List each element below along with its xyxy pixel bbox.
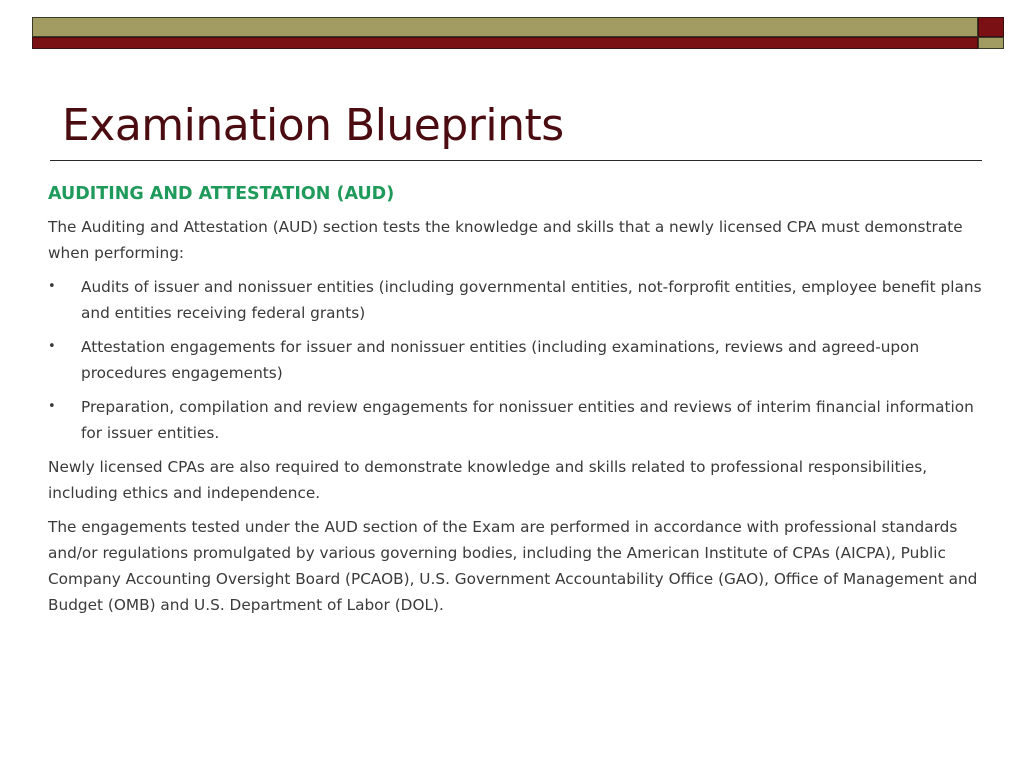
list-item: [48, 334, 988, 386]
intro-paragraph: The Auditing and Attestation (AUD) section tests the knowledge and skills that a newly licensed CPA must demonstrate when performing:: [48, 218, 963, 262]
list-item: [48, 394, 988, 446]
list-item-text: Attestation engagements for issuer and nonissuer entities (including examinations, reviews and agreed-upon procedures engagements): [81, 338, 920, 382]
ethics-paragraph: Newly licensed CPAs are also required to demonstrate knowledge and skills related to professional responsibilities, including ethics and independence.: [48, 458, 928, 502]
bullet-list: [48, 274, 988, 446]
header-band-maroon: [32, 37, 978, 49]
slide-content: [48, 180, 988, 626]
bullet-icon: •: [48, 399, 56, 414]
list-item-text: Preparation, compilation and review engagements for nonissuer entities and reviews of interim financial information for issuer entities.: [81, 398, 974, 442]
header-band-olive: [32, 17, 978, 37]
title-divider: [50, 160, 982, 161]
bullet-icon: •: [48, 339, 56, 354]
list-item: [48, 274, 988, 326]
governing-bodies-paragraph: The engagements tested under the AUD section of the Exam are performed in accordance with professional standards and/or regulations promulgated by various governing bodies, including the American Institute of CPAs (AICPA), Public Company Accounting Oversight Board (PCAOB), U.S. Government Accountability Office (GAO), Office of Management and Budget (OMB) and U.S. Department of Labor (DOL).: [48, 518, 978, 614]
list-item-text: Audits of issuer and nonissuer entities (including governmental entities, not-forprofit entities, employee benefit plans and entities receiving federal grants): [81, 278, 982, 322]
section-heading: AUDITING AND ATTESTATION (AUD): [48, 184, 395, 204]
header-corner-square-olive: [978, 37, 1004, 49]
bullet-icon: •: [48, 279, 56, 294]
slide-title: Examination Blueprints: [62, 100, 564, 151]
header-corner-square-maroon: [978, 17, 1004, 37]
